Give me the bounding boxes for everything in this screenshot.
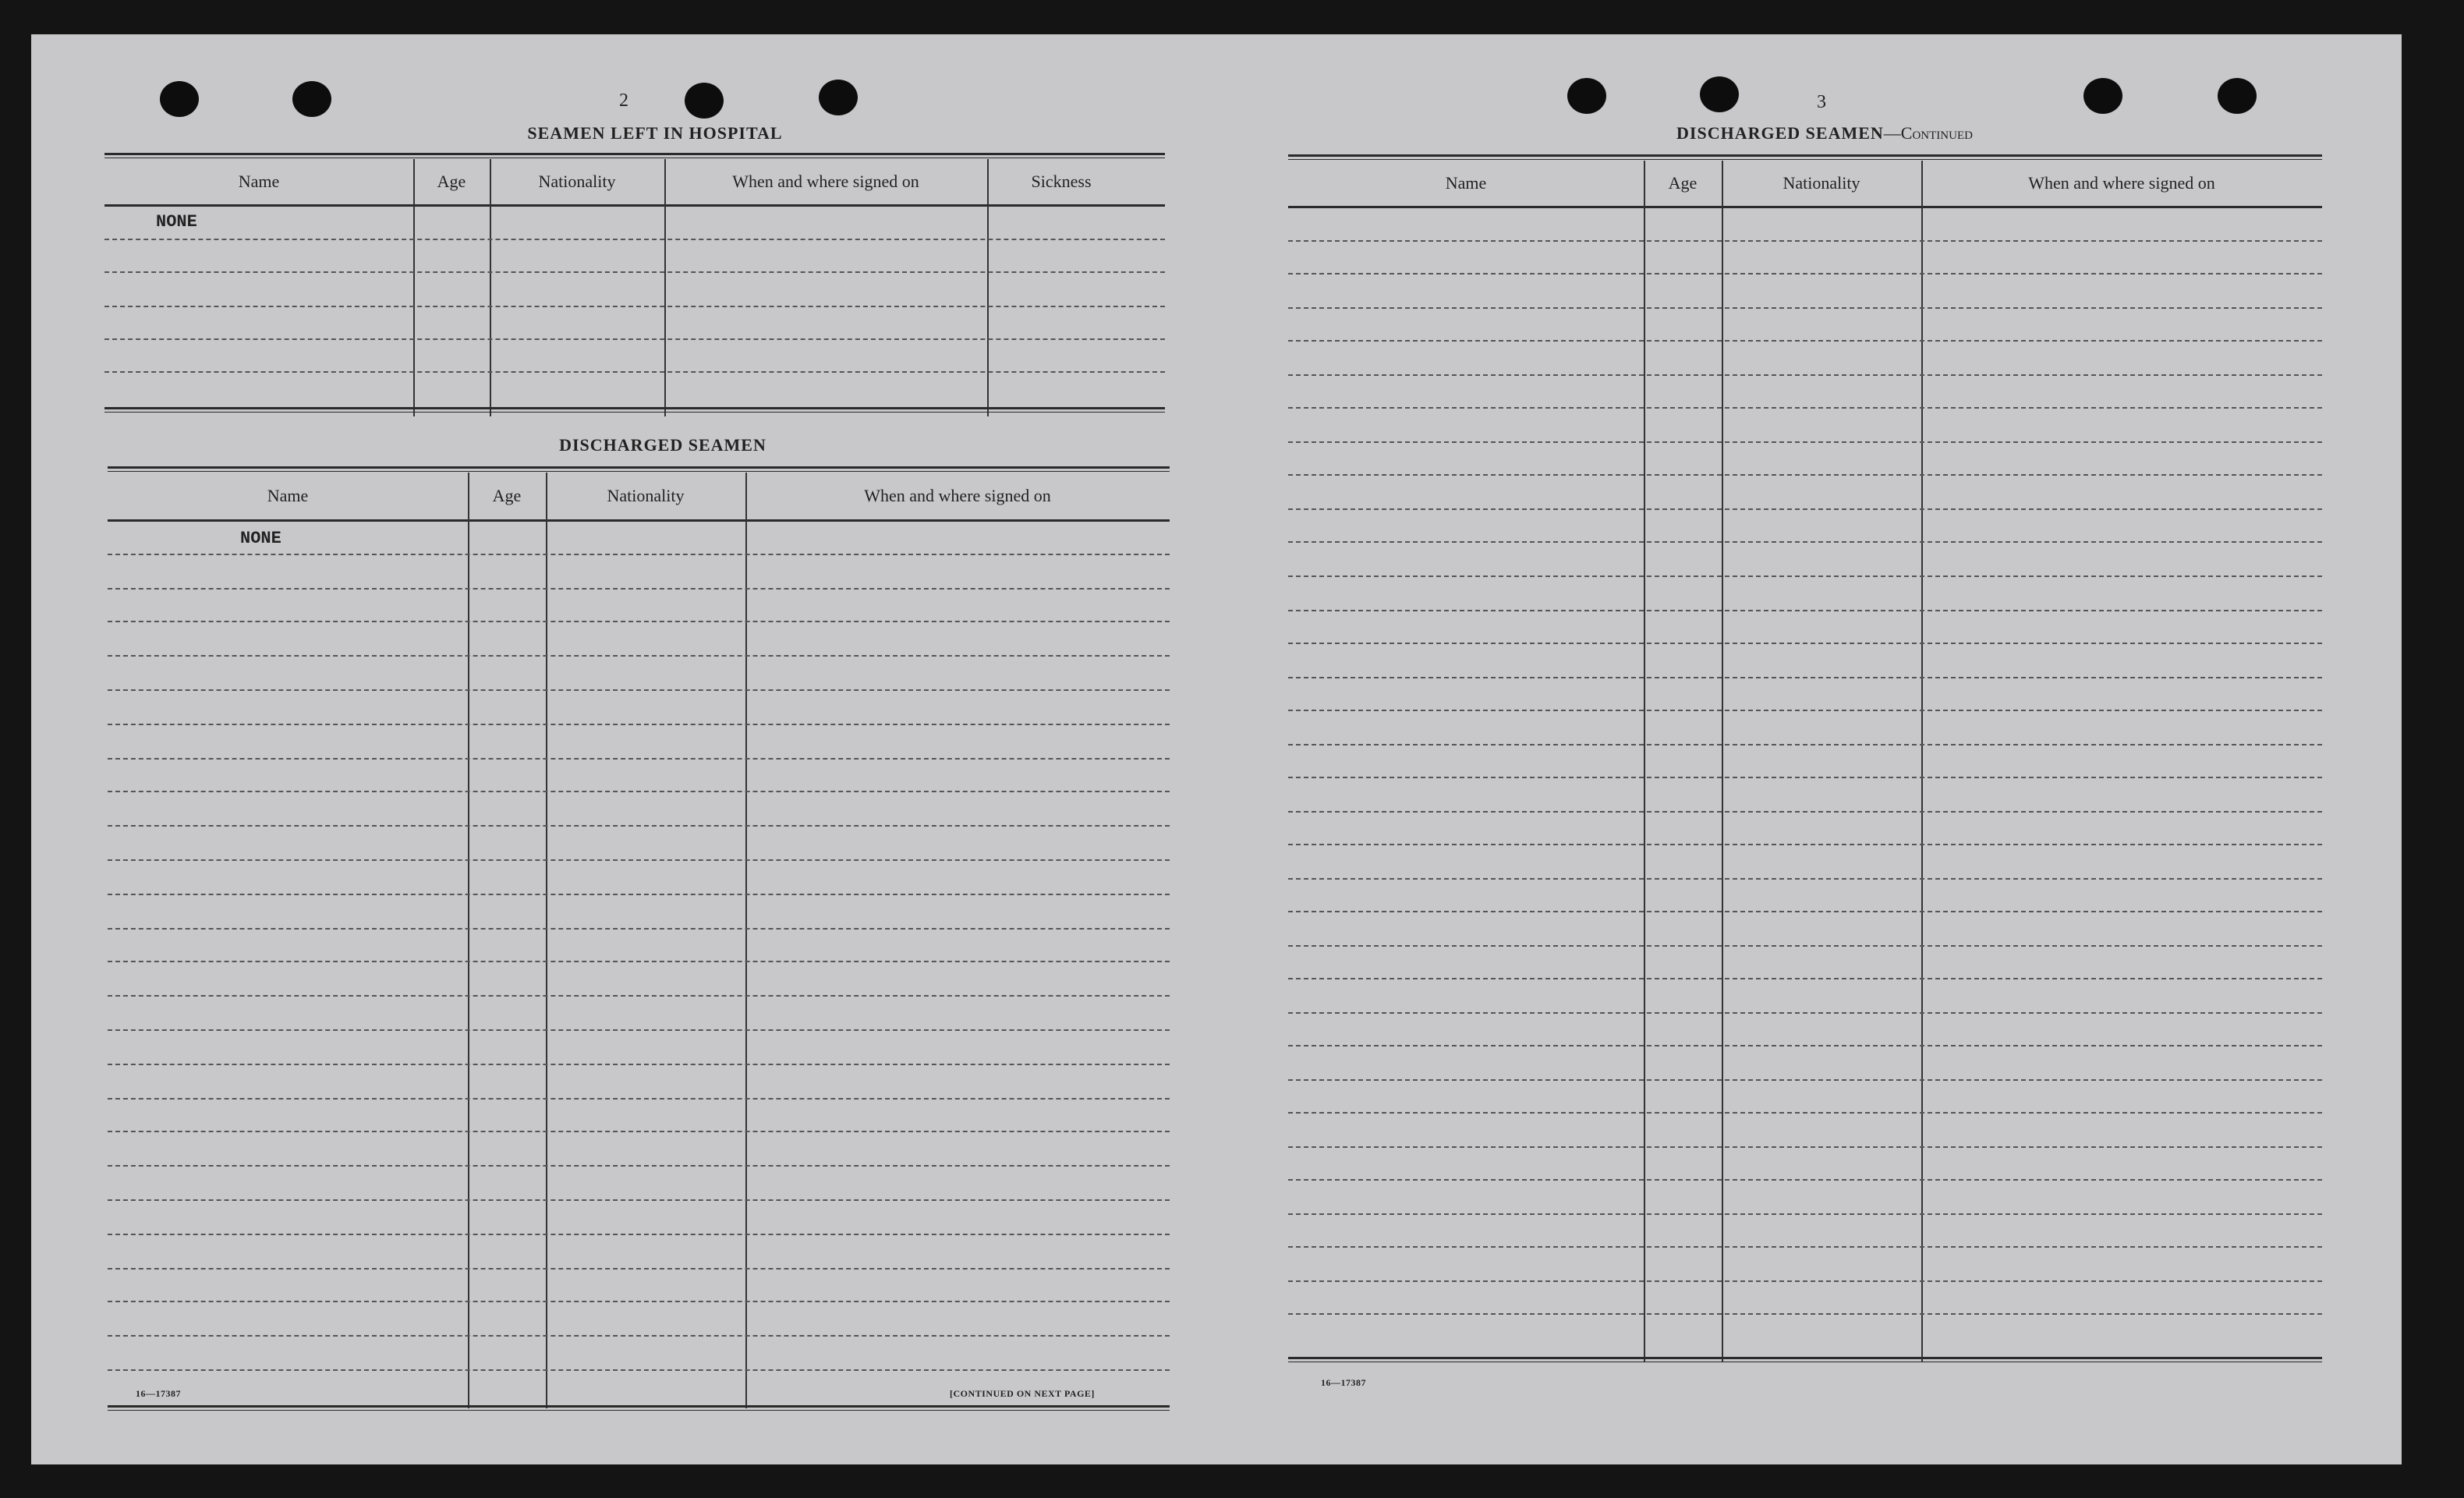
discharged-entry: NONE: [240, 529, 281, 548]
continued-table-header: [1288, 161, 2322, 208]
title-main: DISCHARGED SEAMEN: [1676, 123, 1884, 143]
punch-hole: [819, 80, 858, 115]
header-age: Age: [1668, 173, 1698, 193]
header-sickness: Sickness: [1031, 172, 1092, 191]
form-number: 16—17387: [1321, 1377, 1366, 1388]
continued-section-title: [1404, 123, 2246, 143]
punch-hole: [685, 83, 724, 119]
document-sheet: [31, 34, 2402, 1464]
punch-hole: [292, 81, 331, 117]
header-nationality: Nationality: [607, 486, 685, 505]
form-number: 16—17387: [136, 1388, 181, 1399]
punch-hole: [160, 81, 199, 117]
hospital-entry: NONE: [156, 212, 197, 232]
punch-hole: [2083, 78, 2122, 114]
header-name: Name: [267, 486, 309, 505]
header-name: Name: [238, 172, 280, 191]
title-sub: —Continued: [1883, 123, 1973, 143]
punch-hole: [1700, 76, 1739, 112]
discharged-continued-table: [1288, 154, 2322, 1371]
header-nationality: Nationality: [1783, 173, 1860, 193]
page-number: 3: [1817, 92, 1826, 112]
hospital-table: [104, 153, 1165, 418]
continued-note: [CONTINUED ON NEXT PAGE]: [950, 1388, 1095, 1399]
punch-hole: [1567, 78, 1606, 114]
hospital-section-title: SEAMEN LEFT IN HOSPITAL: [527, 123, 783, 143]
header-age: Age: [437, 172, 466, 191]
discharged-table-header: [108, 473, 1170, 522]
header-nationality: Nationality: [538, 172, 616, 191]
discharged-section-title: DISCHARGED SEAMEN: [559, 435, 766, 455]
header-age: Age: [492, 486, 522, 505]
header-signed-on: When and where signed on: [2028, 173, 2215, 193]
punch-hole: [2218, 78, 2257, 114]
page-number: 2: [619, 90, 628, 111]
discharged-table: [108, 466, 1170, 1410]
hospital-table-header: [104, 159, 1165, 207]
header-signed-on: When and where signed on: [864, 486, 1051, 505]
header-signed-on: When and where signed on: [732, 172, 919, 191]
header-name: Name: [1445, 173, 1487, 193]
